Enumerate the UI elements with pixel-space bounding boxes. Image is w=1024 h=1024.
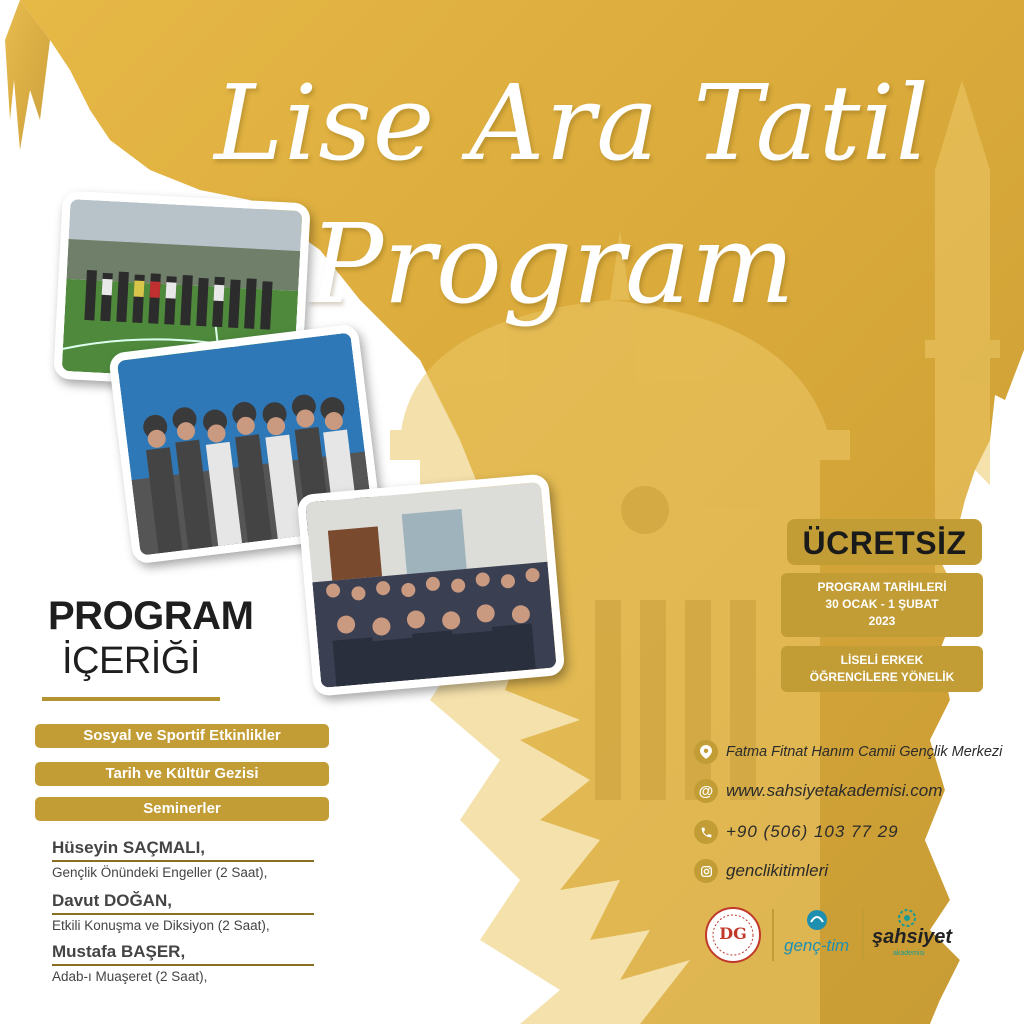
sahsiyet-logo-subtext: akademisi xyxy=(893,950,925,957)
photo-seminar-hall xyxy=(297,473,566,696)
location-pin-icon xyxy=(694,740,718,764)
phone-icon xyxy=(694,820,718,844)
program-subheading: İÇERİĞİ xyxy=(62,640,200,682)
speaker-entry xyxy=(52,942,322,984)
free-badge: ÜCRETSİZ xyxy=(787,519,982,565)
contact-location xyxy=(694,739,1002,765)
location-text: Fatma Fitnat Hanım Camii Gençlik Merkezi xyxy=(726,744,1003,760)
at-sign-icon: @ xyxy=(694,779,718,803)
genc-tim-logo-text: genç-tim xyxy=(784,936,850,955)
audience-line-2: ÖĞRENCİLERE YÖNELİK xyxy=(809,670,955,684)
audience-box xyxy=(781,646,983,692)
speaker-entry xyxy=(52,838,322,880)
contact-instagram[interactable] xyxy=(694,858,828,884)
website-link[interactable]: www.sahsiyetakademisi.com xyxy=(726,781,943,800)
contact-phone[interactable] xyxy=(694,819,899,845)
instagram-handle[interactable]: genclikitimleri xyxy=(726,861,829,880)
dates-label: PROGRAM TARİHLERİ xyxy=(817,580,947,594)
logo-separator xyxy=(772,909,774,961)
logo-separator xyxy=(862,909,864,961)
program-dates-box xyxy=(781,573,983,637)
speaker-name: Davut DOĞAN, xyxy=(52,891,314,915)
instagram-icon xyxy=(694,859,718,883)
heading-underline xyxy=(42,697,220,701)
speaker-topic: Etkili Konuşma ve Diksiyon (2 Saat), xyxy=(52,918,270,933)
sahsiyet-logo-text: şahsiyet xyxy=(872,926,953,948)
contact-website[interactable] xyxy=(694,778,942,804)
program-heading: PROGRAM xyxy=(48,594,254,638)
phone-number[interactable]: +90 (506) 103 77 29 xyxy=(726,822,899,841)
title-line-1: Lise Ara Tatil xyxy=(214,62,930,184)
speaker-entry xyxy=(52,891,322,933)
speaker-topic: Gençlik Önündeki Engeller (2 Saat), xyxy=(52,865,268,880)
speaker-topic: Adab-ı Muaşeret (2 Saat), xyxy=(52,969,208,984)
title-line-2: Program xyxy=(309,200,795,328)
audience-line-1: LİSELİ ERKEK xyxy=(840,653,924,667)
genc-tim-logo-icon xyxy=(806,909,828,931)
dates-range: 30 OCAK - 1 ŞUBAT xyxy=(825,597,939,611)
dates-year: 2023 xyxy=(868,614,896,628)
speaker-name: Hüseyin SAÇMALI, xyxy=(52,838,314,862)
program-item-culture-trip: Tarih ve Kültür Gezisi xyxy=(35,762,329,786)
program-item-seminars: Seminerler xyxy=(35,797,329,821)
program-item-sports: Sosyal ve Sportif Etkinlikler xyxy=(35,724,329,748)
speaker-name: Mustafa BAŞER, xyxy=(52,942,314,966)
dg-logo-initials: DG xyxy=(719,924,747,943)
